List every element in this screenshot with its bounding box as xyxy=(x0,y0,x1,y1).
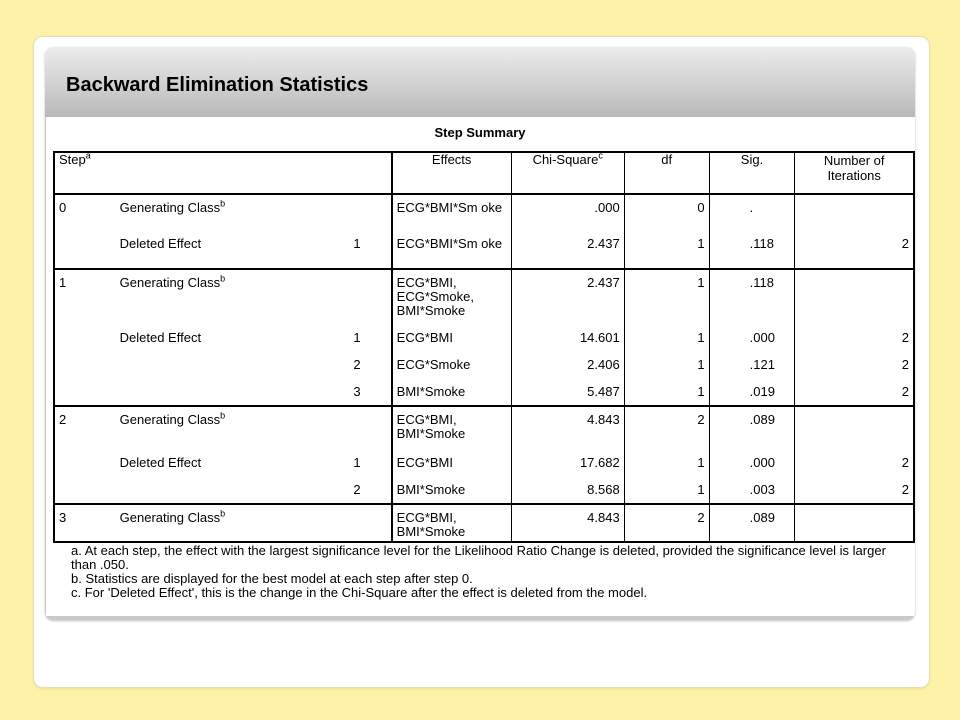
cell-kind xyxy=(116,194,240,231)
cell-step xyxy=(54,352,116,379)
cell-step xyxy=(54,504,116,542)
cell-kind-text: Generating Class xyxy=(119,412,221,427)
cell-step xyxy=(54,477,116,504)
cell-step-text: 0 xyxy=(59,200,67,215)
footnote-a: a. At each step, the effect with the largest significance level for the Likelihood Ratio Change is deleted, provided the significance level is larger than .050. xyxy=(71,543,886,572)
col-header-step xyxy=(54,152,116,194)
col-header-chi-square-label: Chi-Square xyxy=(532,152,599,167)
cell-iterations xyxy=(795,325,914,352)
cell-chi-square xyxy=(511,450,624,477)
cell-index-text: 2 xyxy=(353,482,361,497)
col-header-step-label: Step xyxy=(59,152,86,167)
cell-step-text: 3 xyxy=(59,510,67,525)
slide-bottom-divider xyxy=(45,616,915,620)
cell-sig xyxy=(709,450,795,477)
cell-effect xyxy=(392,325,512,352)
cell-df xyxy=(624,406,709,450)
table-title: Step Summary xyxy=(434,125,526,140)
cell-kind-text: Generating Class xyxy=(119,200,221,215)
cell-index xyxy=(239,325,391,352)
cell-effect-text: ECG*BMI*Sm oke xyxy=(396,236,503,251)
cell-chi-square xyxy=(511,325,624,352)
cell-iterations xyxy=(795,231,914,269)
cell-chi-square-text: 17.682 xyxy=(579,455,620,470)
footnote-marker: c xyxy=(598,150,603,161)
cell-df xyxy=(624,231,709,269)
cell-index xyxy=(239,194,391,231)
cell-df-text: 1 xyxy=(697,384,705,399)
col-header-sig: Sig. xyxy=(709,152,795,194)
cell-effect xyxy=(392,231,512,269)
cell-step-text: 1 xyxy=(59,275,67,290)
cell-effect xyxy=(392,352,512,379)
cell-iterations-text: 2 xyxy=(901,357,909,372)
cell-iterations xyxy=(795,269,914,325)
cell-index-text: 1 xyxy=(353,236,361,251)
footnote-marker: b xyxy=(220,198,226,209)
cell-sig xyxy=(709,231,795,269)
slide-title: Backward Elimination Statistics xyxy=(66,74,369,96)
cell-sig-text: .000 xyxy=(749,330,775,345)
cell-kind xyxy=(116,504,240,542)
table-row xyxy=(54,504,914,542)
cell-kind xyxy=(116,379,240,406)
col-header-df: df xyxy=(624,152,709,194)
table-row xyxy=(54,450,914,477)
cell-iterations xyxy=(795,352,914,379)
cell-sig xyxy=(709,269,795,325)
cell-chi-square-text: 14.601 xyxy=(579,330,620,345)
footnote-marker: b xyxy=(220,273,226,284)
cell-effect xyxy=(392,504,512,542)
slide-header xyxy=(45,47,915,117)
cell-iterations xyxy=(795,504,914,542)
cell-df xyxy=(624,504,709,542)
cell-kind-text: Deleted Effect xyxy=(119,330,202,345)
cell-step xyxy=(54,379,116,406)
cell-chi-square xyxy=(511,231,624,269)
footnote-b: b. Statistics are displayed for the best model at each step after step 0. xyxy=(71,571,473,586)
step-summary-table xyxy=(53,151,915,543)
cell-chi-square-text: 4.843 xyxy=(587,412,620,427)
footnote-marker: b xyxy=(220,508,226,519)
cell-iterations xyxy=(795,450,914,477)
cell-sig-text: . xyxy=(749,200,754,215)
cell-sig xyxy=(709,504,795,542)
cell-index xyxy=(239,477,391,504)
cell-kind-text: Deleted Effect xyxy=(119,455,202,470)
cell-df xyxy=(624,450,709,477)
cell-df xyxy=(624,194,709,231)
cell-iterations-text: 2 xyxy=(901,236,909,251)
cell-df-text: 1 xyxy=(697,455,705,470)
cell-chi-square xyxy=(511,269,624,325)
col-header-iterations: Number of Iterations xyxy=(795,152,914,194)
cell-kind xyxy=(116,352,240,379)
cell-iterations xyxy=(795,379,914,406)
cell-iterations xyxy=(795,194,914,231)
cell-effect xyxy=(392,194,512,231)
cell-step xyxy=(54,325,116,352)
cell-chi-square-text: 2.406 xyxy=(587,357,620,372)
cell-step xyxy=(54,406,116,450)
cell-df xyxy=(624,477,709,504)
table-row xyxy=(54,379,914,406)
cell-index-text: 1 xyxy=(353,455,361,470)
table-row xyxy=(54,194,914,231)
cell-index xyxy=(239,379,391,406)
cell-iterations-text: 2 xyxy=(901,482,909,497)
cell-chi-square-text: 4.843 xyxy=(587,510,620,525)
table-body xyxy=(54,194,914,542)
cell-chi-square xyxy=(511,504,624,542)
cell-kind-text: Deleted Effect xyxy=(119,236,202,251)
cell-step xyxy=(54,450,116,477)
footnotes xyxy=(71,544,911,600)
cell-df xyxy=(624,269,709,325)
cell-iterations-text: 2 xyxy=(901,455,909,470)
cell-df-text: 1 xyxy=(697,236,705,251)
cell-df xyxy=(624,379,709,406)
cell-df xyxy=(624,325,709,352)
table-row xyxy=(54,269,914,325)
cell-effect-text: ECG*BMI xyxy=(396,455,453,470)
cell-sig xyxy=(709,325,795,352)
cell-sig xyxy=(709,194,795,231)
col-header-effects: Effects xyxy=(392,152,512,194)
cell-chi-square xyxy=(511,352,624,379)
cell-kind xyxy=(116,231,240,269)
cell-index-text: 1 xyxy=(353,330,361,345)
cell-kind xyxy=(116,325,240,352)
cell-df-text: 1 xyxy=(697,482,705,497)
cell-index-text: 2 xyxy=(353,357,361,372)
cell-kind-text: Generating Class xyxy=(119,510,221,525)
cell-df-text: 0 xyxy=(697,200,705,215)
cell-step xyxy=(54,231,116,269)
cell-sig-text: .089 xyxy=(749,510,775,525)
cell-effect xyxy=(392,477,512,504)
cell-effect-text: ECG*BMI, BMI*Smoke xyxy=(396,510,466,539)
cell-iterations-text: 2 xyxy=(901,384,909,399)
footnote-c: c. For 'Deleted Effect', this is the change in the Chi-Square after the effect is deleted from the model. xyxy=(71,585,648,600)
cell-df-text: 1 xyxy=(697,330,705,345)
cell-kind xyxy=(116,406,240,450)
cell-kind-text: Generating Class xyxy=(119,275,221,290)
cell-effect-text: BMI*Smoke xyxy=(396,384,466,399)
cell-effect-text: ECG*Smoke xyxy=(396,357,471,372)
cell-chi-square xyxy=(511,406,624,450)
cell-effect-text: ECG*BMI xyxy=(396,330,453,345)
cell-df-text: 2 xyxy=(697,412,705,427)
cell-df-text: 1 xyxy=(697,275,705,290)
cell-sig-text: .121 xyxy=(749,357,775,372)
cell-effect-text: ECG*BMI*Sm oke xyxy=(396,200,503,215)
table-row xyxy=(54,477,914,504)
cell-df-text: 2 xyxy=(697,510,705,525)
cell-df xyxy=(624,352,709,379)
cell-sig-text: .118 xyxy=(749,275,774,290)
cell-index xyxy=(239,269,391,325)
cell-iterations-text: 2 xyxy=(901,330,909,345)
cell-sig xyxy=(709,352,795,379)
cell-sig-text: .019 xyxy=(749,384,775,399)
cell-step-text: 2 xyxy=(59,412,67,427)
cell-sig xyxy=(709,379,795,406)
cell-iterations xyxy=(795,477,914,504)
table-row xyxy=(54,406,914,450)
cell-chi-square xyxy=(511,477,624,504)
cell-chi-square-text: .000 xyxy=(594,200,620,215)
cell-index xyxy=(239,231,391,269)
cell-index xyxy=(239,450,391,477)
cell-sig-text: .118 xyxy=(749,236,774,251)
cell-effect-text: ECG*BMI, BMI*Smoke xyxy=(396,412,466,441)
col-header-chi-square xyxy=(511,152,624,194)
slide xyxy=(45,47,915,620)
cell-effect xyxy=(392,406,512,450)
footnote-marker: a xyxy=(85,150,91,161)
cell-sig-text: .000 xyxy=(749,455,775,470)
cell-effect xyxy=(392,450,512,477)
cell-index-text: 3 xyxy=(353,384,361,399)
col-header-kind xyxy=(116,152,240,194)
cell-step xyxy=(54,269,116,325)
cell-kind xyxy=(116,450,240,477)
cell-effect-text: ECG*BMI, ECG*Smoke, BMI*Smoke xyxy=(396,275,474,318)
cell-sig xyxy=(709,477,795,504)
cell-index xyxy=(239,352,391,379)
cell-chi-square-text: 5.487 xyxy=(587,384,620,399)
cell-index xyxy=(239,504,391,542)
table-row xyxy=(54,325,914,352)
cell-sig xyxy=(709,406,795,450)
cell-sig-text: .003 xyxy=(749,482,775,497)
footnote-marker: b xyxy=(220,410,226,421)
cell-chi-square-text: 2.437 xyxy=(587,236,620,251)
col-header-index xyxy=(239,152,391,194)
cell-effect xyxy=(392,269,512,325)
cell-iterations xyxy=(795,406,914,450)
cell-step xyxy=(54,194,116,231)
table-row xyxy=(54,352,914,379)
cell-effect-text: BMI*Smoke xyxy=(396,482,466,497)
cell-chi-square xyxy=(511,379,624,406)
cell-sig-text: .089 xyxy=(749,412,775,427)
cell-chi-square xyxy=(511,194,624,231)
header-row xyxy=(54,152,914,194)
cell-kind xyxy=(116,477,240,504)
cell-chi-square-text: 8.568 xyxy=(587,482,620,497)
cell-kind xyxy=(116,269,240,325)
cell-index xyxy=(239,406,391,450)
cell-chi-square-text: 2.437 xyxy=(587,275,620,290)
table-row xyxy=(54,231,914,269)
cell-df-text: 1 xyxy=(697,357,705,372)
cell-effect xyxy=(392,379,512,406)
